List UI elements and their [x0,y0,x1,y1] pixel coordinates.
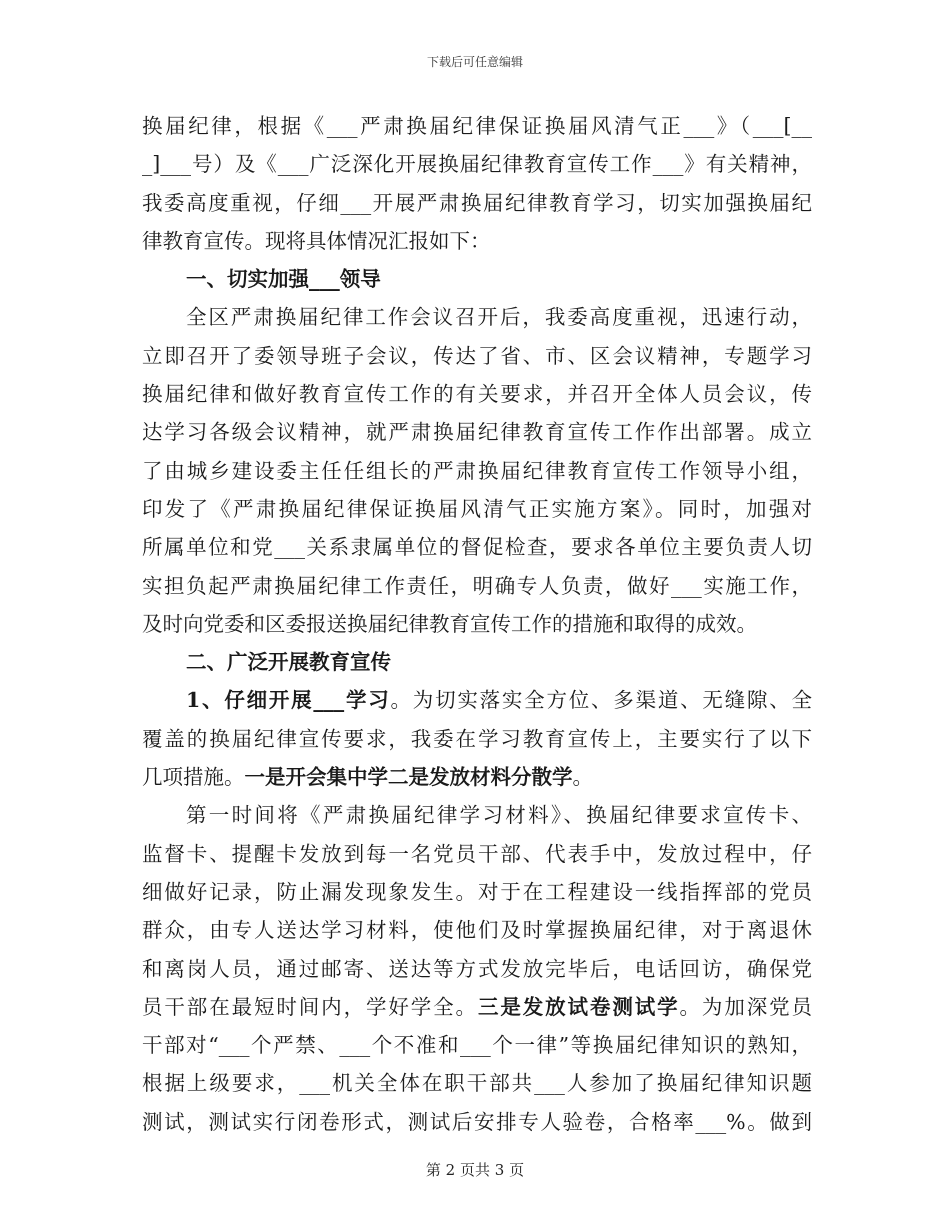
text-segment: 印发了《严肃换届纪律保证换届风清气正实施方案》。同时，加强对 [142,496,812,521]
text-line [142,720,812,758]
text-segment: 。为切实落实全方位、多渠道、无缝隙、全 [390,688,813,713]
text-segment: 几项措施。 [142,765,245,790]
text-segment: 换届纪律，根据《___严肃换届纪律保证换届风清气正___》（___[__ [142,114,812,138]
text-line [142,605,812,643]
text-line [142,835,812,873]
text-line [142,528,812,566]
text-segment: 及时向党委和区委报送换届纪律教育宣传工作的措施和取得的成效。 [142,611,757,636]
bold-text-segment: 三是发放试卷测试学 [477,994,680,1019]
text-segment: 。 [572,765,593,790]
text-segment: 细做好记录，防止漏发现象发生。对于在工程建设一线指挥部的党员 [142,879,812,904]
text-line [142,911,812,949]
text-line [142,375,812,413]
text-line [142,681,812,719]
text-line [142,337,812,375]
text-segment: 换届纪律和做好教育宣传工作的有关要求，并召开全体人员会议，传 [142,382,812,407]
text-line [142,452,812,490]
text-line [142,643,812,681]
text-segment: 我委高度重视，仔细___开展严肃换届纪律教育学习，切实加强换届纪 [142,190,812,215]
text-segment: 。为加深党员 [679,994,813,1019]
text-line [142,222,812,260]
text-line [142,145,812,183]
text-segment: 和离岗人员，通过邮寄、送达等方式发放完毕后，电话回访，确保党 [142,956,812,981]
text-segment: 立即召开了委领导班子会议，传达了省、市、区会议精神，专题学习 [142,343,812,368]
text-segment: _]___号）及《___广泛深化开展换届纪律教育宣传工作___》有关精神， [142,152,812,177]
text-segment: 员干部在最短时间内，学好学全。 [142,994,478,1019]
text-segment: 覆盖的换届纪律宣传要求，我委在学习教育宣传上，主要实行了以下 [142,726,812,751]
text-line [142,758,812,796]
text-segment: 第一时间将《严肃换届纪律学习材料》、换届纪律要求宣传卡、 [186,803,812,828]
document-body [142,107,812,1141]
text-line [142,567,812,605]
text-line [142,1103,812,1141]
text-line [142,413,812,451]
text-line [142,988,812,1026]
text-line [142,796,812,834]
bold-text-segment: 一是开会集中学二是发放材料分散学 [244,765,573,790]
text-line [142,950,812,988]
text-line [142,1064,812,1102]
text-segment: 达学习各级会议精神，就严肃换届纪律教育宣传工作作出部署。成立 [142,420,812,445]
text-segment: 律教育宣传。现将具体情况汇报如下： [142,228,491,253]
page-header: 下载后可任意编辑 [426,55,523,69]
text-segment: 根据上级要求，___机关全体在职干部共___人参加了换届纪律知识题 [142,1071,812,1096]
text-segment: 了由城乡建设委主任任组长的严肃换届纪律教育宣传工作领导小组， [142,458,812,483]
text-segment: 群众，由专人送达学习材料，使他们及时掌握换届纪律，对于离退休 [142,918,812,943]
text-line [142,873,812,911]
text-line [142,107,812,145]
text-segment: 监督卡、提醒卡发放到每一名党员干部、代表手中，发放过程中，仔 [142,841,812,866]
text-line [142,184,812,222]
text-segment: 干部对“___个严禁、___个不准和___个一律”等换届纪律知识的熟知， [142,1033,812,1058]
text-segment: 全区严肃换届纪律工作会议召开后，我委高度重视，迅速行动， [186,305,812,330]
bold-text-segment: 一、切实加强___领导 [186,267,381,292]
bold-text-segment: 1、仔细开展___学习 [186,688,391,713]
page-footer: 第 2 页共 3 页 [425,1161,525,1179]
text-line [142,298,812,336]
text-line [142,490,812,528]
text-line [142,260,812,298]
text-segment: 测试，测试实行闭卷形式，测试后安排专人验卷，合格率___%。做到 [142,1109,812,1134]
bold-text-segment: 二、广泛开展教育宣传 [186,650,391,675]
text-segment: 实担负起严肃换届纪律工作责任，明确专人负责，做好___实施工作， [142,573,812,598]
text-segment: 所属单位和党___关系隶属单位的督促检查，要求各单位主要负责人切 [142,535,812,560]
text-line [142,1026,812,1064]
